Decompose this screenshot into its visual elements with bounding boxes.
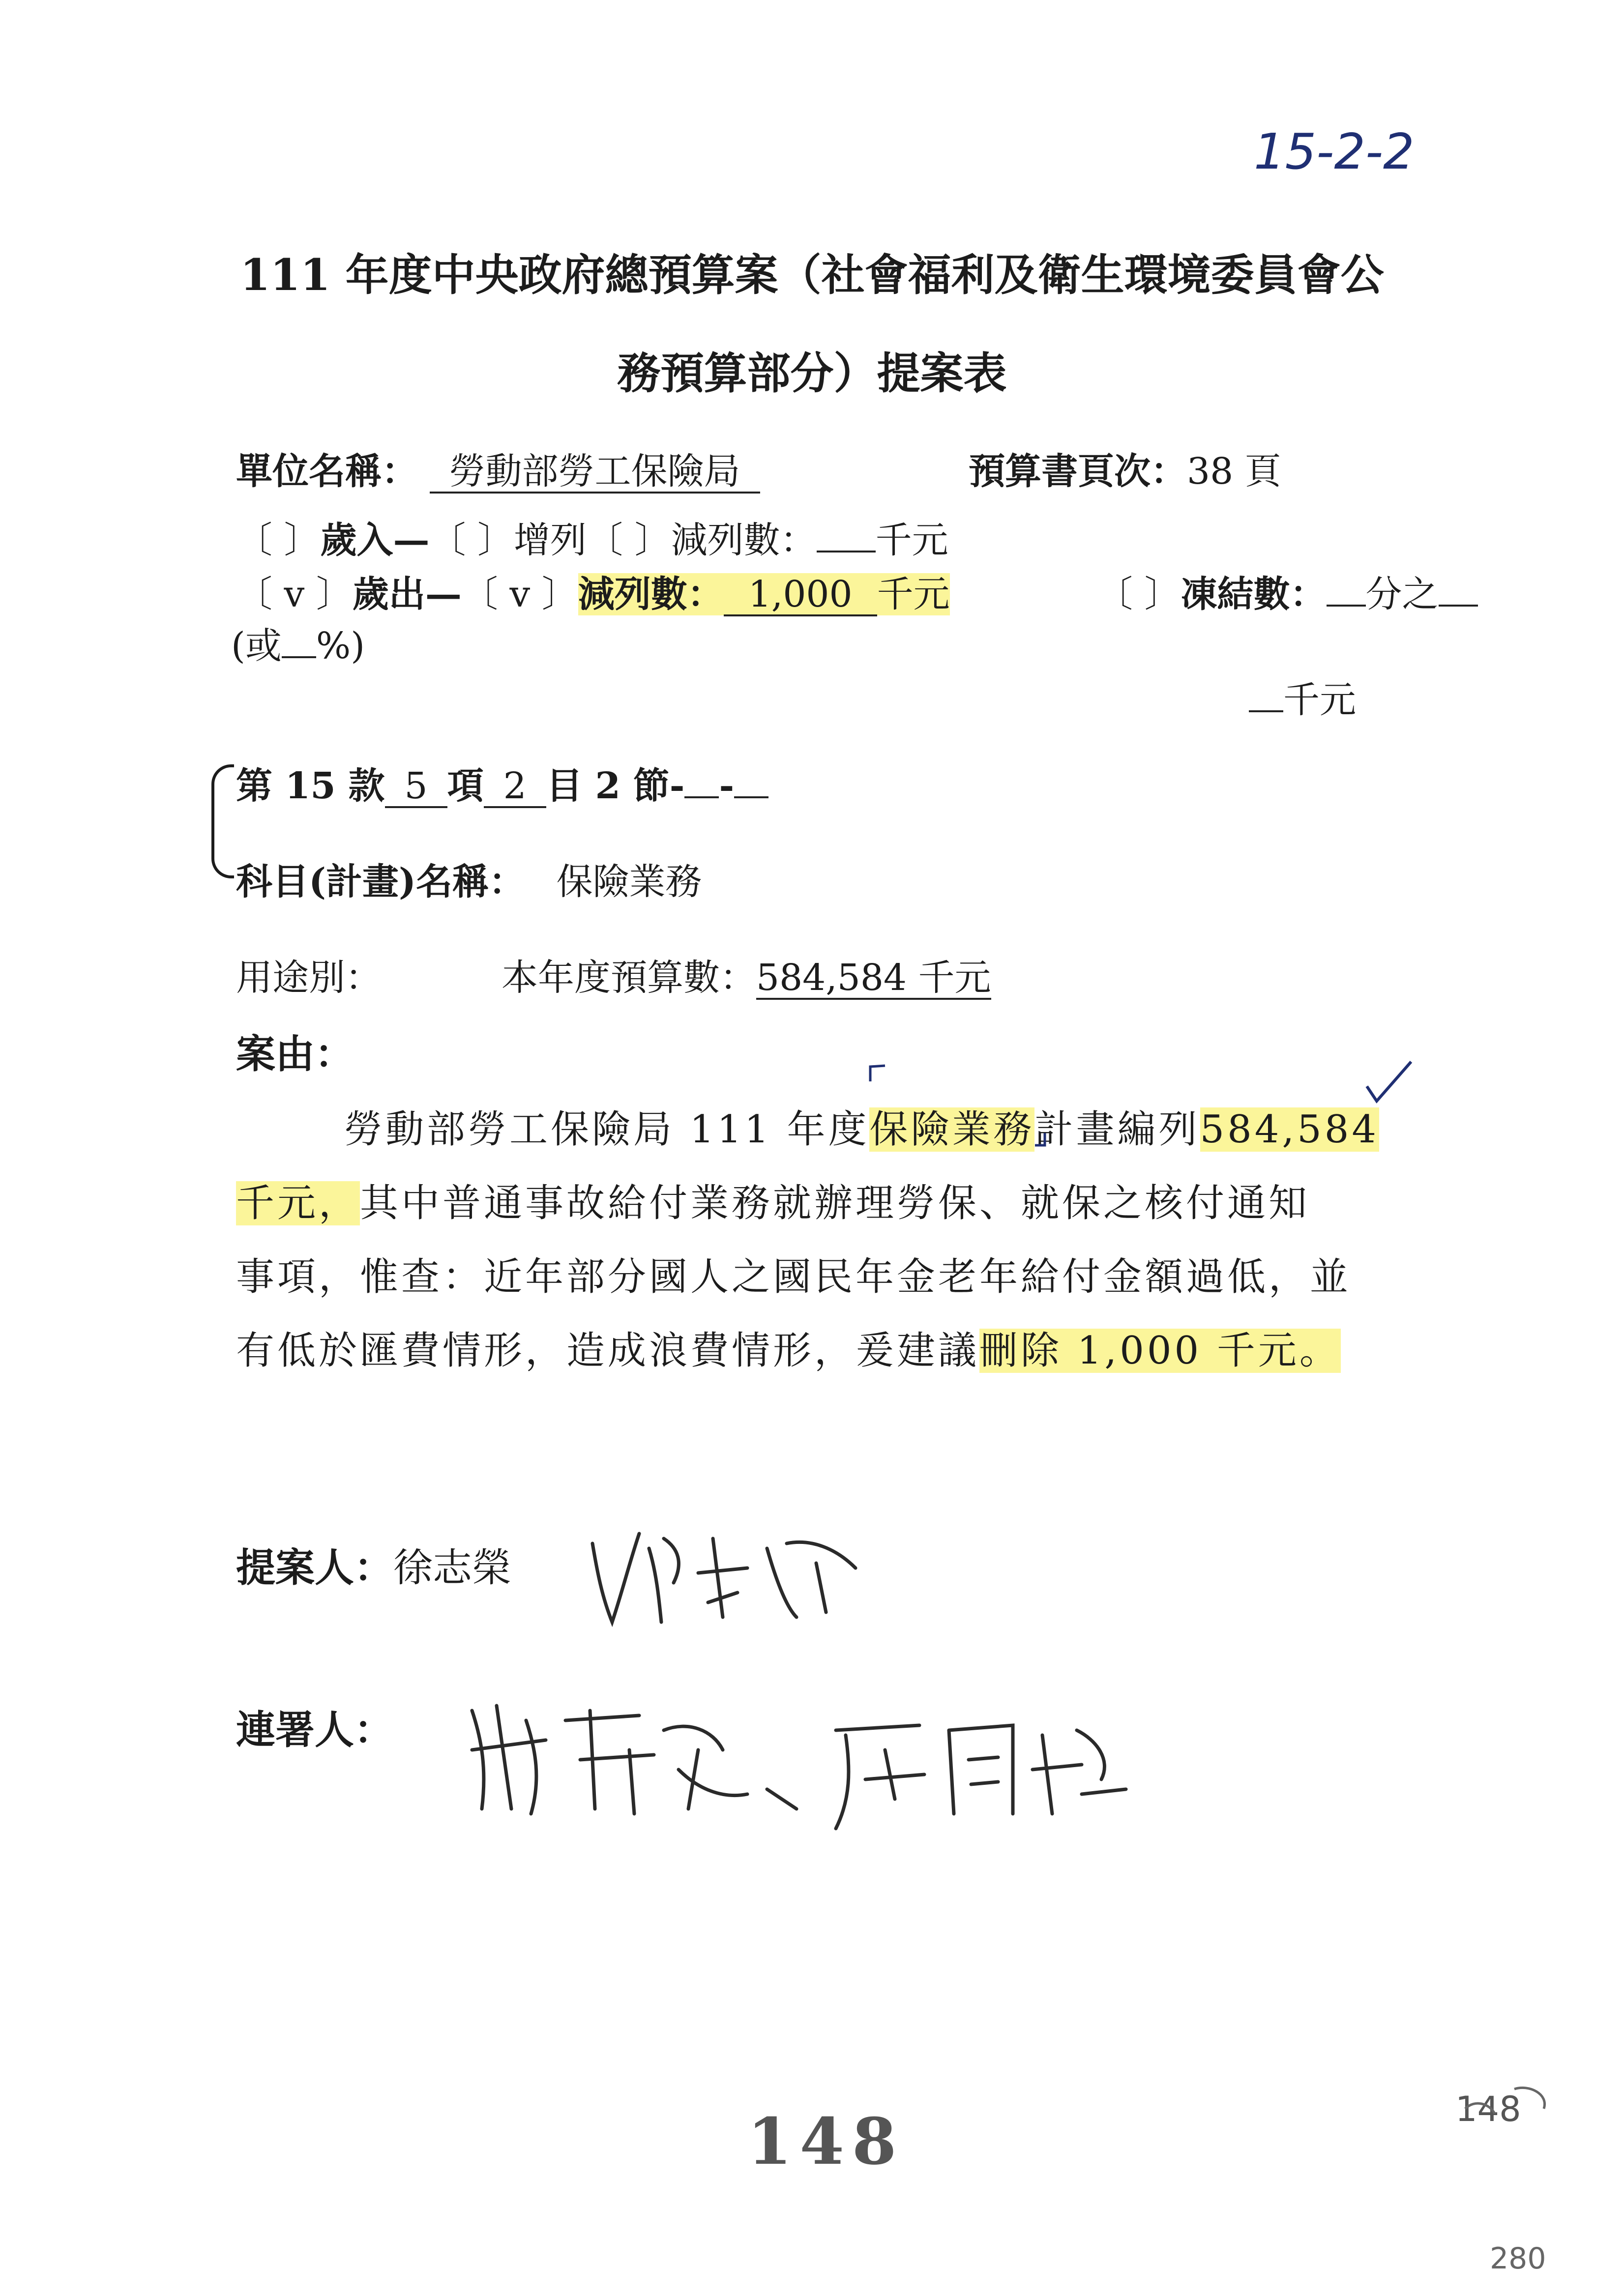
form-title-line1: 111 年度中央政府總預算案（社會福利及衛生環境委員會公 xyxy=(240,249,1384,300)
corner-reference-note: 15-2-2 xyxy=(1254,123,1415,180)
expense-label: 歲出— xyxy=(352,573,462,615)
unit-label: 單位名稱： xyxy=(236,450,418,493)
bracket-mark-close xyxy=(1035,1133,1045,1145)
annual-budget-label: 本年度預算數： xyxy=(502,957,756,999)
unit-value: 勞動部勞工保險局 xyxy=(430,452,760,494)
revenue-checkbox: 〔 〕 xyxy=(236,519,321,561)
form-title-line2: 務預算部分）提案表 xyxy=(617,348,1007,399)
subject-label: 科目(計畫)名稱： xyxy=(236,861,526,903)
freeze-label: 凍結數： xyxy=(1181,573,1327,615)
expense-reduce-label: 減列數： xyxy=(578,573,724,615)
jie-dash: - xyxy=(719,765,735,807)
mu-value: 2 xyxy=(484,766,546,808)
freeze-fraction: 分之 xyxy=(1365,573,1439,615)
freeze-or-open: (或 xyxy=(231,625,282,667)
proposer-name: 徐志榮 xyxy=(393,1545,511,1591)
usage-label: 用途別： xyxy=(236,957,382,999)
check-mark-icon xyxy=(1367,1062,1411,1101)
proposer-label: 提案人： xyxy=(236,1544,393,1591)
subject-value: 保險業務 xyxy=(556,861,702,903)
budget-page-value: 38 頁 xyxy=(1187,450,1281,493)
margin-scribble xyxy=(1465,2088,1545,2114)
expense-reduce-amount: 1,000 xyxy=(724,575,877,616)
case-text: 其中普通事故給付業務就辦理勞保、就保之核付通知 xyxy=(360,1181,1310,1225)
case-text: 有低於匯費情形，造成浪費情形，爰建議 xyxy=(236,1329,980,1373)
case-text: 計畫編列 xyxy=(1034,1107,1200,1152)
mu-label: 目 xyxy=(546,765,583,807)
bracket-mark-open xyxy=(870,1066,885,1081)
case-highlight-reduction: 刪除 1,000 千元。 xyxy=(979,1329,1341,1373)
revenue-label: 歲入— xyxy=(320,519,430,561)
revenue-unit: 千元 xyxy=(875,519,948,561)
freeze-or-close: %) xyxy=(316,625,365,667)
revenue-options: 〔 〕增列〔 〕減列數： xyxy=(429,519,817,561)
case-text: 勞動部勞工保險局 111 年度 xyxy=(344,1107,870,1152)
case-reason-label: 案由： xyxy=(236,1031,354,1077)
page-number: 148 xyxy=(747,2104,905,2179)
annual-budget-value: 584,584 千元 xyxy=(756,958,991,1000)
xiang-label: 項 xyxy=(447,765,484,807)
margin-note-280: 280 xyxy=(1490,2241,1546,2276)
kuan-label: 第 15 款 xyxy=(236,765,385,807)
case-reason-line3: 事項，惟查：近年部分國人之國民年金老年給付金額過低，並 xyxy=(236,1255,1352,1299)
freeze-unit: 千元 xyxy=(1283,679,1356,721)
expense-checkbox: 〔 v 〕 xyxy=(236,573,353,615)
expense-reduce-unit: 千元 xyxy=(877,573,950,615)
xiang-value: 5 xyxy=(385,766,447,808)
margin-note-148: 148 xyxy=(1455,2089,1521,2129)
cosigner-label: 連署人： xyxy=(236,1707,393,1753)
cosigner-signatures xyxy=(472,1706,1126,1829)
budget-page-label: 預算書頁次： xyxy=(969,450,1187,493)
case-highlight-amount: 584,584 xyxy=(1200,1107,1380,1152)
case-highlight-unit: 千元， xyxy=(236,1181,360,1225)
jie-label: 2 節- xyxy=(595,765,685,807)
case-highlight-program: 保險業務 xyxy=(869,1107,1035,1152)
proposer-signature xyxy=(592,1534,856,1622)
expense-reduce-checkbox: 〔 v 〕 xyxy=(461,573,578,615)
freeze-checkbox: 〔 〕 xyxy=(1096,573,1181,615)
